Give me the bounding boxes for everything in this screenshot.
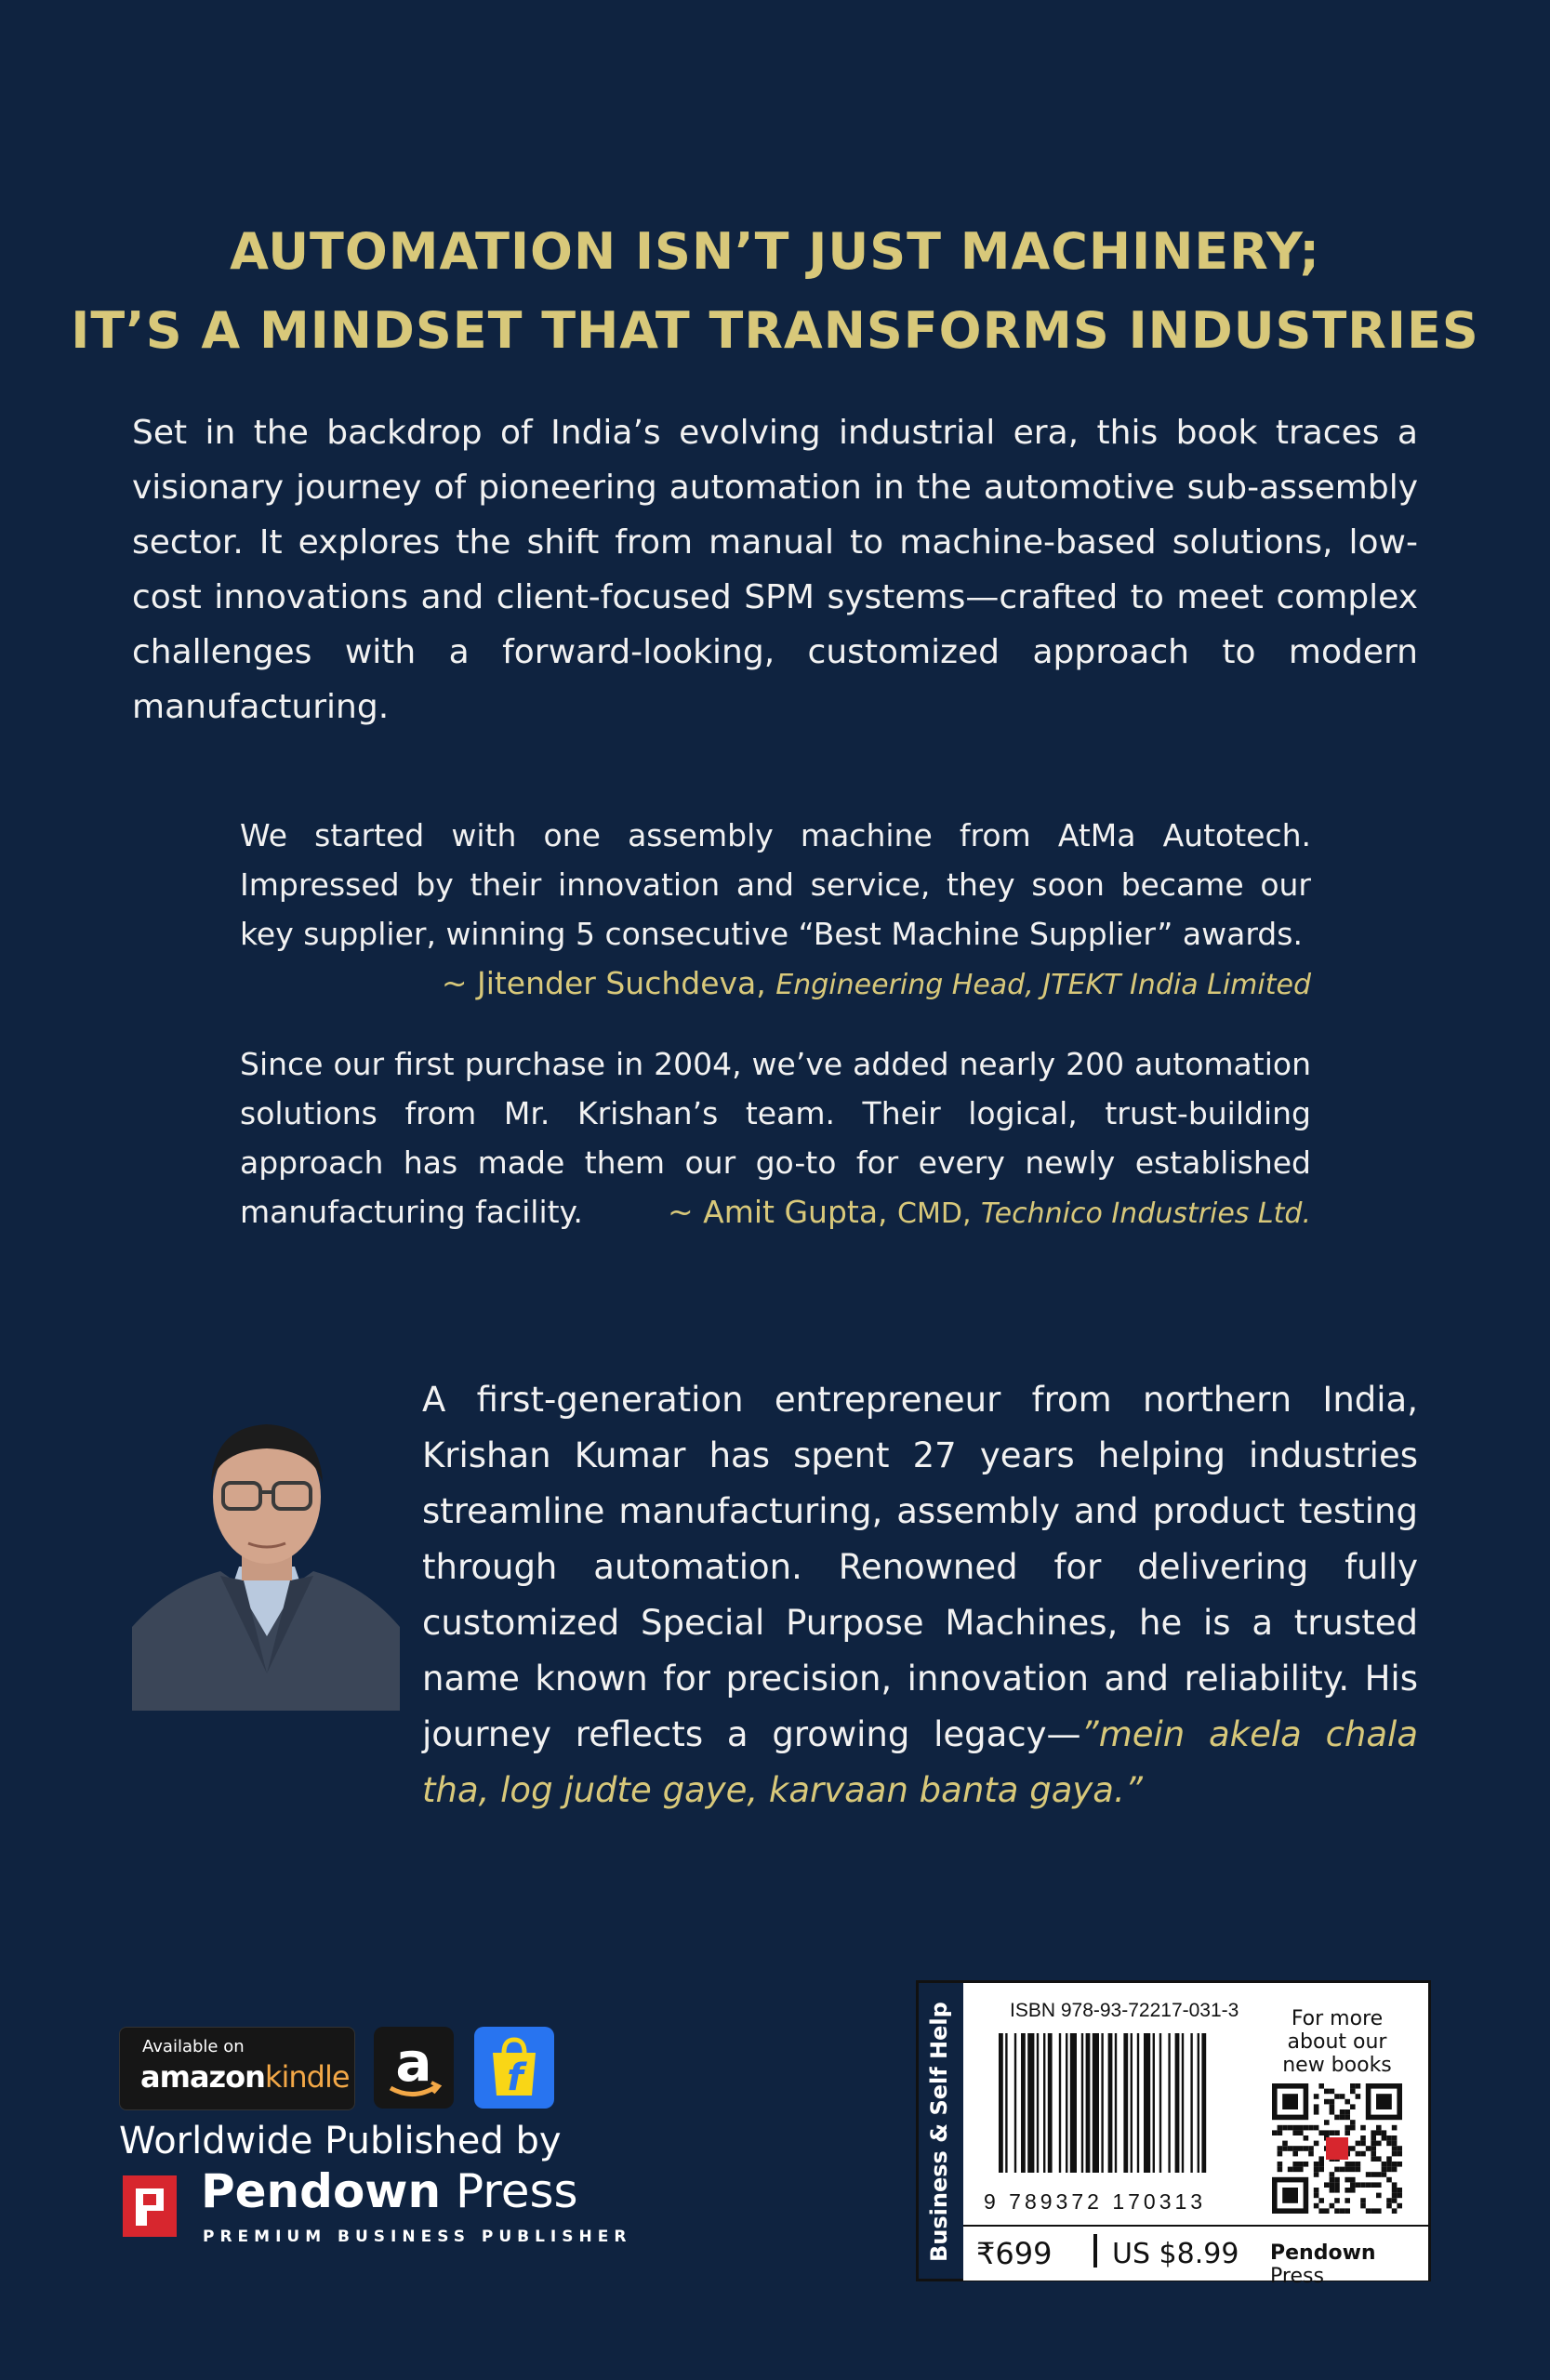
barcode-publisher-bold: Pendown — [1270, 2241, 1376, 2265]
qr-caption-line-3: new books — [1282, 2054, 1392, 2077]
qr-code[interactable] — [1272, 2083, 1402, 2214]
qr-module — [1366, 2182, 1371, 2188]
qr-module — [1278, 2167, 1283, 2173]
qr-module — [1386, 2156, 1392, 2162]
publisher-label: Worldwide Published by — [119, 2120, 562, 2162]
barcode-bar — [1131, 2033, 1133, 2173]
qr-module — [1324, 2182, 1330, 2188]
barcode-bar — [1027, 2033, 1034, 2173]
qr-module — [1356, 2151, 1361, 2157]
qr-module — [1318, 2162, 1324, 2167]
qr-module — [1298, 2130, 1304, 2135]
price-usd: US $8.99 — [1112, 2238, 1239, 2270]
qr-module — [1397, 2146, 1402, 2151]
qr-module — [1288, 2146, 1293, 2151]
qr-module — [1314, 2162, 1319, 2167]
qr-module — [1282, 2146, 1288, 2151]
qr-module — [1324, 2089, 1330, 2095]
qr-module — [1376, 2172, 1382, 2177]
qr-module — [1376, 2125, 1382, 2131]
qr-module — [1304, 2135, 1309, 2141]
qr-module — [1318, 2198, 1324, 2203]
barcode-bar — [1108, 2033, 1113, 2173]
isbn-barcode — [995, 2033, 1274, 2173]
qr-module — [1371, 2208, 1376, 2214]
qr-module — [1371, 2156, 1376, 2162]
author-photo — [132, 1395, 400, 1711]
qr-module — [1308, 2146, 1314, 2151]
qr-module — [1288, 2167, 1293, 2173]
qr-module — [1314, 2104, 1319, 2109]
barcode-bar — [1066, 2033, 1067, 2173]
qr-caption-line-1: For more — [1291, 2007, 1384, 2030]
qr-module — [1356, 2141, 1361, 2147]
qr-module — [1397, 2151, 1402, 2157]
isbn-label: ISBN 978-93-72217-031-3 — [1010, 2000, 1239, 2021]
testimonial-2-text: Since our first purchase in 2004, we’ve added nearly 200 automation solutions from Mr. Krishan’s team. Their logical, trust-building approach has made them our go-to for every newly established manufacturing facility. — [240, 1046, 1311, 1230]
qr-module — [1330, 2104, 1335, 2109]
pendown-press-logo-icon — [123, 2175, 177, 2241]
qr-center-logo — [1326, 2137, 1348, 2160]
barcode-bar — [1123, 2033, 1128, 2173]
barcode-bar — [1070, 2033, 1077, 2173]
qr-module — [1345, 2099, 1350, 2105]
barcode-bar — [1198, 2033, 1199, 2173]
barcode-bar — [1037, 2033, 1039, 2173]
barcode-bar — [1081, 2033, 1083, 2173]
qr-module — [1386, 2141, 1392, 2147]
qr-module — [1314, 2193, 1319, 2199]
kindle-brand-amazon: amazon — [140, 2059, 265, 2095]
qr-module — [1330, 2203, 1335, 2209]
barcode-bar — [999, 2033, 1003, 2173]
barcode-bar — [1043, 2033, 1045, 2173]
qr-module — [1392, 2125, 1398, 2131]
testimonial-1-attribution — [240, 959, 1311, 1010]
barcode-panel — [916, 1980, 1431, 2288]
qr-module — [1382, 2172, 1387, 2177]
qr-module — [1282, 2141, 1288, 2147]
qr-module — [1298, 2162, 1304, 2167]
barcode-publisher-rest: Press — [1270, 2265, 1324, 2288]
qr-module — [1397, 2162, 1402, 2167]
qr-module — [1292, 2162, 1298, 2167]
barcode-bar — [1021, 2033, 1026, 2173]
qr-module — [1392, 2188, 1398, 2193]
barcode-bar — [1101, 2033, 1103, 2173]
qr-module — [1397, 2193, 1402, 2199]
qr-module — [1278, 2146, 1283, 2151]
qr-module — [1345, 2208, 1350, 2214]
testimonial-1-name: ~ Jitender Suchdeva, — [441, 965, 766, 1001]
qr-module — [1340, 2167, 1345, 2173]
book-blurb: Set in the backdrop of India’s evolving industrial era, this book traces a visionary journey of pioneering automation in the automotive sub-assembly sector. It explores the shift from manual to machine-based solutions, low-cost innovations and client-focused SPM systems—crafted to meet complex challenges with a forward-looking, customized approach to modern manufacturing. — [132, 414, 1418, 726]
qr-module — [1292, 2130, 1298, 2135]
qr-module — [1292, 2125, 1298, 2131]
qr-module — [1330, 2177, 1335, 2183]
testimonial-2-name: ~ Amit Gupta, — [668, 1194, 888, 1230]
qr-module — [1345, 2125, 1350, 2131]
qr-module — [1345, 2109, 1350, 2115]
qr-module — [1314, 2203, 1319, 2209]
headline-line-1: AUTOMATION ISN’T JUST MACHINERY; — [230, 222, 1320, 281]
qr-module — [1392, 2141, 1398, 2147]
qr-module — [1340, 2208, 1345, 2214]
svg-text:f: f — [507, 2056, 523, 2099]
qr-module — [1356, 2167, 1361, 2173]
amazon-icon[interactable] — [374, 2027, 454, 2109]
qr-module — [1386, 2198, 1392, 2203]
qr-module — [1334, 2130, 1340, 2135]
barcode-bar — [1048, 2033, 1053, 2173]
headline-line-2: IT’S A MINDSET THAT TRANSFORMS INDUSTRIES — [71, 301, 1479, 360]
qr-module — [1356, 2182, 1361, 2188]
qr-module — [1278, 2130, 1283, 2135]
qr-module — [1334, 2177, 1340, 2183]
qr-module — [1292, 2167, 1298, 2173]
testimonial-2-role-title: CMD, — [897, 1197, 972, 1230]
qr-module — [1382, 2162, 1387, 2167]
qr-module — [1298, 2167, 1304, 2173]
kindle-brand — [140, 2059, 350, 2095]
barcode-bar — [1115, 2033, 1117, 2173]
qr-finder — [1376, 2094, 1392, 2109]
qr-module — [1314, 2188, 1319, 2193]
author-bio — [422, 1372, 1418, 1818]
qr-module — [1350, 2182, 1356, 2188]
qr-module — [1330, 2089, 1335, 2095]
qr-module — [1366, 2172, 1371, 2177]
qr-module — [1330, 2182, 1335, 2188]
qr-module — [1350, 2125, 1356, 2131]
qr-module — [1334, 2188, 1340, 2193]
barcode-bar — [1168, 2033, 1170, 2173]
qr-module — [1371, 2172, 1376, 2177]
qr-module — [1360, 2198, 1366, 2203]
qr-module — [1330, 2109, 1335, 2115]
qr-module — [1392, 2208, 1398, 2214]
qr-module — [1318, 2167, 1324, 2173]
barcode-publisher — [1270, 2241, 1428, 2288]
qr-module — [1382, 2167, 1387, 2173]
qr-module — [1340, 2094, 1345, 2099]
qr-module — [1386, 2167, 1392, 2173]
barcode-bar — [1137, 2033, 1139, 2173]
qr-module — [1298, 2146, 1304, 2151]
qr-module — [1371, 2130, 1376, 2135]
barcode-bar — [1093, 2033, 1099, 2173]
price-separator — [1093, 2234, 1097, 2268]
publisher-name — [201, 2164, 578, 2218]
qr-module — [1345, 2130, 1350, 2135]
qr-module — [1314, 2094, 1319, 2099]
qr-module — [1397, 2188, 1402, 2193]
qr-module — [1371, 2182, 1376, 2188]
barcode-bar — [1153, 2033, 1155, 2173]
qr-module — [1360, 2135, 1366, 2141]
testimonial-2-role: Technico Industries Ltd. — [981, 1197, 1311, 1230]
publisher-name-bold: Pendown — [201, 2164, 442, 2218]
qr-module — [1314, 2172, 1319, 2177]
qr-module — [1334, 2115, 1340, 2121]
amazon-kindle-badge[interactable] — [119, 2027, 355, 2110]
qr-module — [1371, 2141, 1376, 2147]
kindle-brand-kindle: kindle — [264, 2059, 350, 2095]
qr-module — [1386, 2203, 1392, 2209]
qr-module — [1350, 2167, 1356, 2173]
barcode-bar — [1144, 2033, 1150, 2173]
barcode-bar — [1201, 2033, 1206, 2173]
qr-module — [1324, 2099, 1330, 2105]
qr-module — [1356, 2083, 1361, 2089]
qr-module — [1386, 2162, 1392, 2167]
qr-module — [1304, 2146, 1309, 2151]
barcode-bar — [1014, 2033, 1016, 2173]
flipkart-icon[interactable] — [474, 2027, 554, 2109]
qr-module — [1386, 2177, 1392, 2183]
qr-module — [1376, 2208, 1382, 2214]
price-strip — [963, 2225, 1428, 2288]
testimonial-2 — [240, 1039, 1311, 1238]
qr-module — [1334, 2208, 1340, 2214]
author-bio-text: A first-generation entrepreneur from northern India, Krishan Kumar has spent 27 years helping industries streamline manufacturing, assembly and product testing through automation. Renowned for delivering fully customized Special Purpose Machines, he is a trusted name known for precision, innovation and reliability. His journey reflects a growing legacy— — [422, 1380, 1418, 1754]
qr-finder — [1282, 2094, 1298, 2109]
qr-module — [1282, 2125, 1288, 2131]
qr-module — [1392, 2146, 1398, 2151]
qr-module — [1386, 2135, 1392, 2141]
qr-module — [1350, 2120, 1356, 2125]
qr-module — [1278, 2151, 1283, 2157]
qr-module — [1308, 2125, 1314, 2131]
qr-module — [1304, 2125, 1309, 2131]
qr-module — [1314, 2109, 1319, 2115]
qr-module — [1334, 2167, 1340, 2173]
qr-module — [1392, 2193, 1398, 2199]
barcode-bar — [1059, 2033, 1061, 2173]
category-label: Business & Self Help — [926, 2002, 952, 2262]
qr-module — [1382, 2135, 1387, 2141]
qr-module — [1314, 2125, 1319, 2131]
qr-module — [1324, 2120, 1330, 2125]
qr-module — [1318, 2156, 1324, 2162]
headline — [0, 212, 1550, 370]
qr-module — [1360, 2151, 1366, 2157]
qr-module — [1392, 2135, 1398, 2141]
testimonial-1 — [240, 811, 1311, 1010]
qr-module — [1360, 2141, 1366, 2147]
qr-module — [1382, 2130, 1387, 2135]
qr-module — [1314, 2141, 1319, 2147]
kindle-available-text: Available on — [142, 2037, 245, 2056]
qr-module — [1392, 2198, 1398, 2203]
svg-text:a: a — [395, 2030, 432, 2094]
qr-module — [1366, 2208, 1371, 2214]
qr-module — [1360, 2125, 1366, 2131]
qr-module — [1350, 2104, 1356, 2109]
qr-module — [1350, 2089, 1356, 2095]
qr-module — [1334, 2094, 1340, 2099]
qr-module — [1298, 2125, 1304, 2131]
qr-module — [1350, 2146, 1356, 2151]
qr-module — [1366, 2146, 1371, 2151]
qr-module — [1324, 2208, 1330, 2214]
qr-module — [1314, 2167, 1319, 2173]
qr-module — [1318, 2130, 1324, 2135]
qr-module — [1345, 2162, 1350, 2167]
qr-module — [1334, 2198, 1340, 2203]
qr-module — [1292, 2146, 1298, 2151]
qr-caption-line-2: about our — [1287, 2030, 1387, 2054]
qr-module — [1278, 2125, 1283, 2131]
qr-caption — [1253, 2007, 1421, 2077]
qr-module — [1350, 2083, 1356, 2089]
qr-module — [1334, 2182, 1340, 2188]
isbn-digits: 9 789372 170313 — [984, 2189, 1207, 2214]
publisher-name-rest: Press — [441, 2164, 578, 2218]
qr-module — [1292, 2151, 1298, 2157]
qr-module — [1288, 2125, 1293, 2131]
qr-module — [1376, 2156, 1382, 2162]
qr-module — [1278, 2162, 1283, 2167]
qr-module — [1272, 2130, 1278, 2135]
qr-module — [1376, 2193, 1382, 2199]
qr-module — [1371, 2135, 1376, 2141]
qr-module — [1330, 2172, 1335, 2177]
qr-module — [1324, 2130, 1330, 2135]
qr-module — [1340, 2115, 1345, 2121]
qr-module — [1318, 2208, 1324, 2214]
price-inr: ₹699 — [976, 2236, 1053, 2271]
category-strip — [919, 1983, 963, 2279]
qr-module — [1360, 2182, 1366, 2188]
qr-module — [1392, 2182, 1398, 2188]
qr-module — [1350, 2177, 1356, 2183]
qr-module — [1356, 2094, 1361, 2099]
qr-module — [1330, 2130, 1335, 2135]
qr-module — [1340, 2109, 1345, 2115]
qr-module — [1345, 2167, 1350, 2173]
qr-module — [1371, 2146, 1376, 2151]
qr-module — [1376, 2141, 1382, 2147]
barcode-bar — [1005, 2033, 1007, 2173]
qr-module — [1392, 2151, 1398, 2157]
qr-module — [1345, 2188, 1350, 2193]
barcode-bar — [1159, 2033, 1161, 2173]
qr-module — [1345, 2177, 1350, 2183]
qr-module — [1345, 2198, 1350, 2203]
qr-module — [1360, 2203, 1366, 2209]
testimonial-1-role: Engineering Head, JTEKT India Limited — [775, 969, 1311, 1001]
barcode-bar — [1086, 2033, 1091, 2173]
qr-module — [1376, 2130, 1382, 2135]
qr-module — [1304, 2162, 1309, 2167]
qr-module — [1392, 2167, 1398, 2173]
barcode-bar — [1190, 2033, 1192, 2173]
publisher-tagline: PREMIUM BUSINESS PUBLISHER — [203, 2228, 632, 2246]
qr-module — [1330, 2188, 1335, 2193]
qr-module — [1350, 2162, 1356, 2167]
qr-module — [1392, 2162, 1398, 2167]
qr-module — [1376, 2182, 1382, 2188]
qr-module — [1356, 2162, 1361, 2167]
qr-module — [1350, 2188, 1356, 2193]
barcode-bar — [1175, 2033, 1180, 2173]
qr-module — [1345, 2115, 1350, 2121]
author-bio-quote: ”mein akela chala tha, log judte gaye, karvaan banta gaya.” — [422, 1714, 1418, 1810]
qr-module — [1371, 2151, 1376, 2157]
testimonial-1-text: We started with one assembly machine from AtMa Autotech. Impressed by their innovation and service, they soon became our key supplier, winning 5 consecutive “Best Machine Supplier” awards. — [240, 817, 1311, 952]
barcode-bar — [1182, 2033, 1184, 2173]
qr-module — [1318, 2083, 1324, 2089]
qr-module — [1330, 2099, 1335, 2105]
qr-module — [1397, 2203, 1402, 2209]
qr-finder — [1282, 2188, 1298, 2203]
qr-module — [1308, 2151, 1314, 2157]
